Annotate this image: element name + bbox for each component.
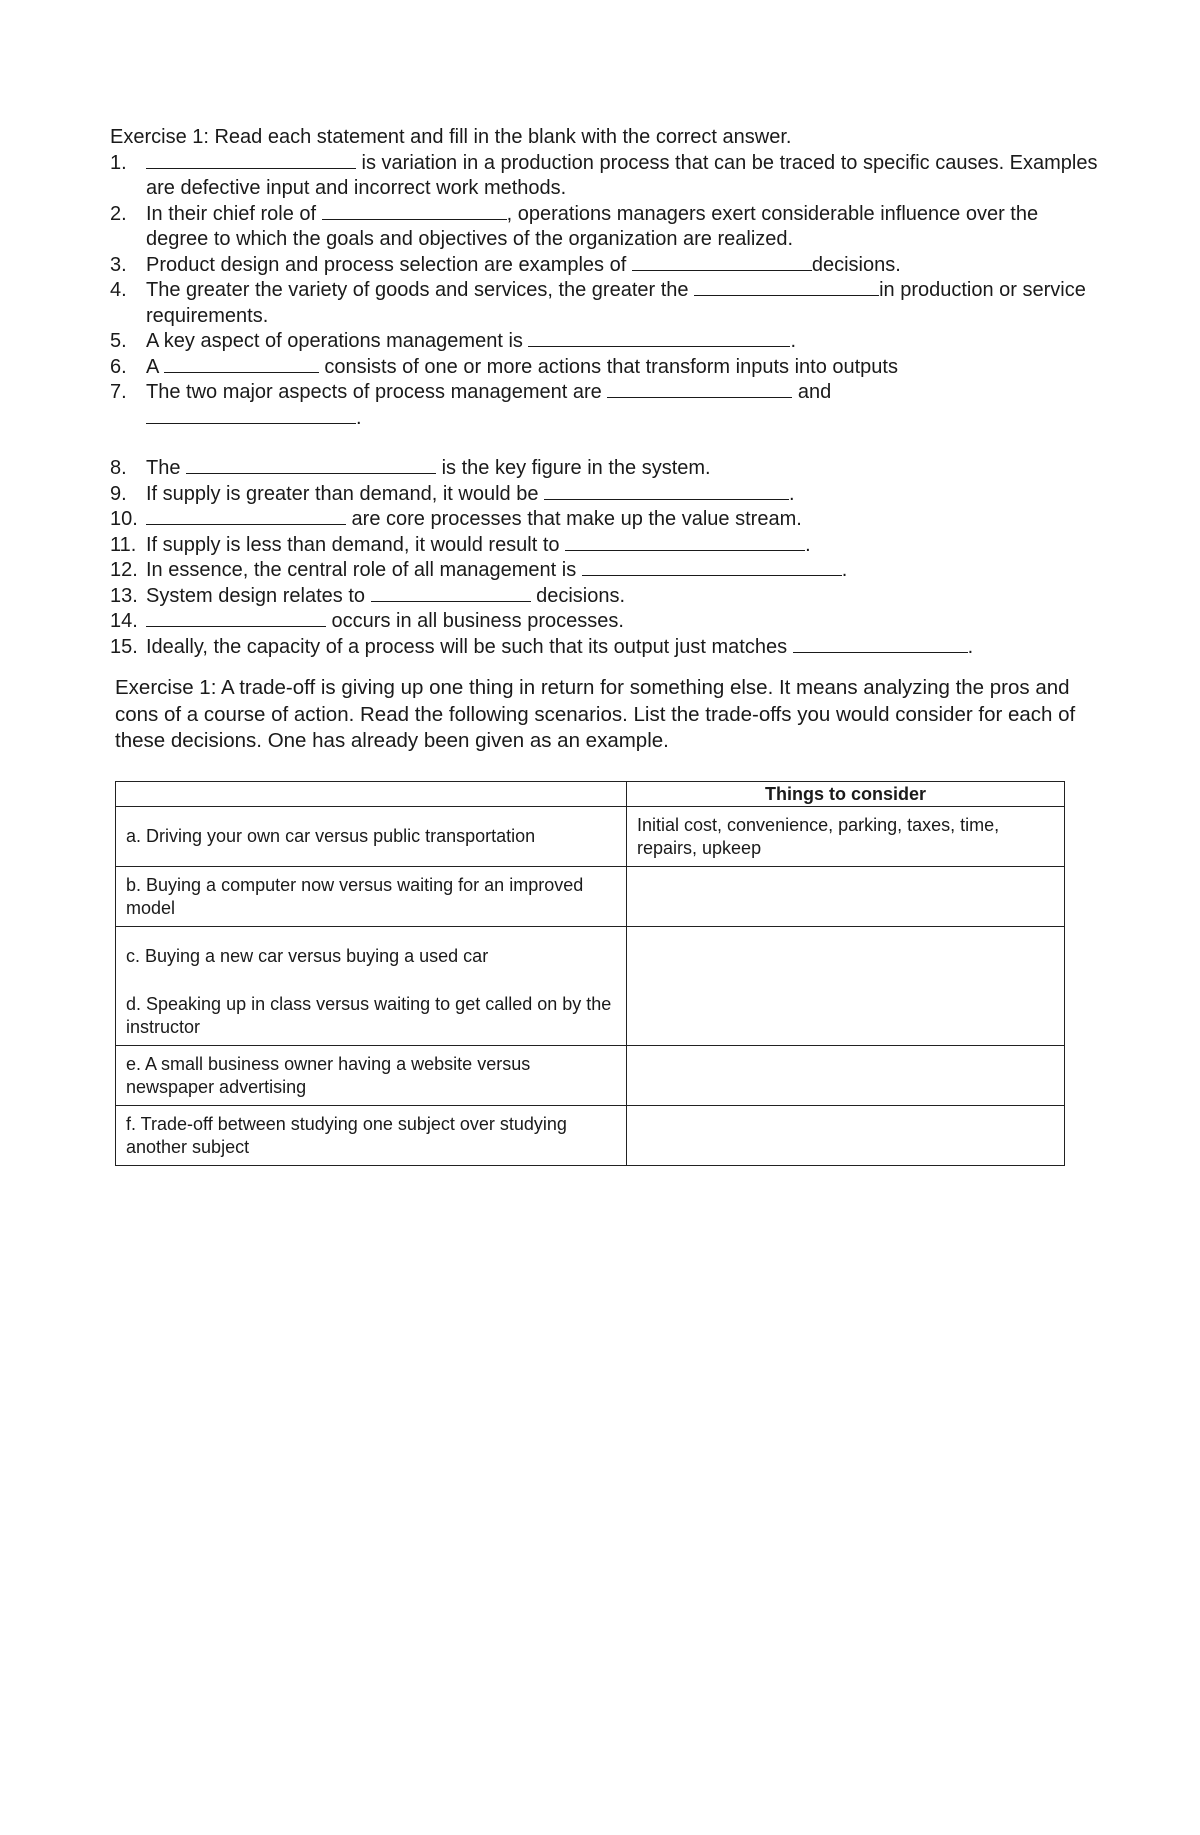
question-2: 2. In their chief role of , operations managers exert considerable influence over the degree to which the goals and objectives of the organization are realized. [110,202,1039,250]
question-14: 14. occurs in all business processes. [110,610,624,632]
table-header-scenario [116,782,627,807]
tradeoff-exercise-intro: Exercise 1: A trade-off is giving up one thing in return for something else. It means analyzing the pros and cons of a course of action. Read the following scenarios. List the trade-offs you would consider for each of these decisions. One has already been given as an example. [115,676,1076,752]
question-9: 9. If supply is greater than demand, it would be . [110,482,795,505]
scenario-cell: b. Buying a computer now versus waiting for an improved model [116,867,627,927]
question-6: 6. A consists of one or more actions that transform inputs into outputs [110,355,898,378]
answer-blank[interactable] [322,202,507,220]
scenario-cell: a. Driving your own car versus public transportation [116,807,627,867]
question-11: 11. If supply is less than demand, it would result to . [110,533,811,556]
question-3: 3. Product design and process selection are examples of decisions. [110,253,901,276]
answer-blank[interactable] [694,278,879,296]
table-row [116,986,1065,1046]
answer-blank[interactable] [632,253,812,271]
scenario-cell: f. Trade-off between studying one subject over studying another subject [116,1106,627,1166]
fill-in-exercise [110,125,1100,660]
table-header-row [116,782,1065,807]
answer-blank[interactable] [793,635,968,653]
table-row [116,867,1065,927]
answer-blank[interactable] [146,507,346,525]
table-row [116,1106,1065,1166]
question-8: 8. The is the key figure in the system. [110,457,711,479]
question-4: 4. The greater the variety of goods and services, the greater the in production or service requirements. [110,279,1086,327]
answer-blank[interactable] [146,406,356,424]
consider-cell[interactable] [627,927,1065,987]
question-15: 15. Ideally, the capacity of a process will be such that its output just matches . [110,635,974,658]
consider-cell[interactable] [627,867,1065,927]
answer-blank[interactable] [146,609,326,627]
table-row [116,807,1065,867]
answer-blank[interactable] [164,355,319,373]
answer-blank[interactable] [371,584,531,602]
scenario-cell: c. Buying a new car versus buying a used car [116,927,627,987]
question-13: 13. System design relates to decisions. [110,584,626,607]
answer-blank[interactable] [607,380,792,398]
answer-blank[interactable] [582,558,842,576]
question-12: 12. In essence, the central role of all management is . [110,559,848,581]
consider-cell[interactable] [627,1046,1065,1106]
exercise-title: Exercise 1: Read each statement and fill in the blank with the correct answer. [110,126,792,148]
consider-cell[interactable] [627,1106,1065,1166]
table-header-consider: Things to consider [627,782,1065,807]
tradeoff-table [115,781,1065,1166]
table-row [116,1046,1065,1106]
scenario-cell: d. Speaking up in class versus waiting to get called on by the instructor [116,986,627,1046]
answer-blank[interactable] [544,482,789,500]
question-1: 1. is variation in a production process that can be traced to specific causes. Examples are defective input and incorrect work methods. [110,151,1098,199]
question-10: 10. are core processes that make up the value stream. [110,508,802,530]
table-row [116,927,1065,987]
question-7: 7. The two major aspects of process management are and . [110,381,832,429]
answer-blank[interactable] [186,456,436,474]
consider-cell[interactable]: Initial cost, convenience, parking, taxes, time, repairs, upkeep [627,807,1065,867]
scenario-cell: e. A small business owner having a website versus newspaper advertising [116,1046,627,1106]
answer-blank[interactable] [565,533,805,551]
question-5: 5. A key aspect of operations management is . [110,330,797,352]
answer-blank[interactable] [528,329,790,347]
answer-blank[interactable] [146,151,356,169]
consider-cell[interactable] [627,986,1065,1046]
